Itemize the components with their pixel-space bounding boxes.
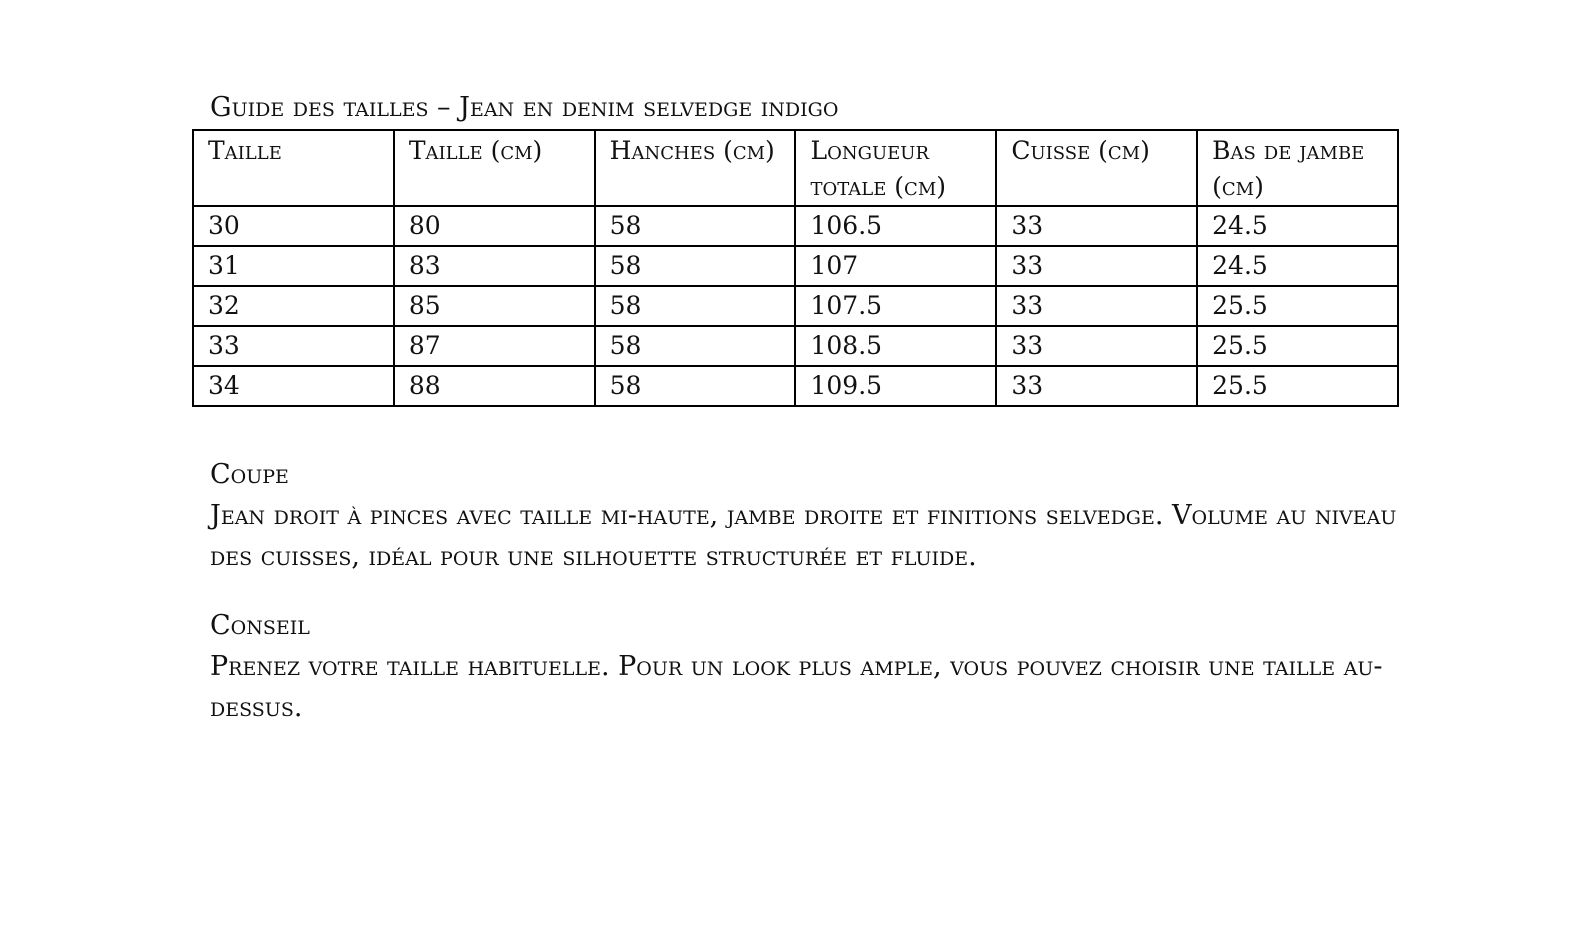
table-cell: 85 — [394, 286, 595, 326]
table-cell: 24.5 — [1197, 206, 1398, 246]
coupe-heading: Coupe — [210, 459, 289, 490]
coupe-section — [210, 455, 1430, 577]
table-row — [193, 246, 1398, 286]
size-table — [192, 129, 1399, 407]
table-cell: 58 — [595, 286, 796, 326]
table-cell: 80 — [394, 206, 595, 246]
table-cell: 87 — [394, 326, 595, 366]
header-taille: Taille — [193, 130, 394, 206]
table-row — [193, 286, 1398, 326]
table-cell: 25.5 — [1197, 366, 1398, 406]
table-cell: 108.5 — [795, 326, 996, 366]
header-hanches: Hanches (cm) — [595, 130, 796, 206]
table-cell: 32 — [193, 286, 394, 326]
header-bas-de-jambe: Bas de jambe (cm) — [1197, 130, 1398, 206]
conseil-heading: Conseil — [210, 610, 310, 641]
table-cell: 88 — [394, 366, 595, 406]
table-cell: 109.5 — [795, 366, 996, 406]
table-cell: 34 — [193, 366, 394, 406]
table-caption: Guide des tailles – Jean en denim selvedge indigo — [210, 92, 839, 123]
table-cell: 33 — [996, 246, 1197, 286]
table-cell: 83 — [394, 246, 595, 286]
table-cell: 30 — [193, 206, 394, 246]
header-taille-cm: Taille (cm) — [394, 130, 595, 206]
header-longueur-totale: Longueur totale (cm) — [795, 130, 996, 206]
table-cell: 33 — [996, 366, 1197, 406]
header-cuisse: Cuisse (cm) — [996, 130, 1197, 206]
table-cell: 33 — [996, 326, 1197, 366]
table-cell: 107.5 — [795, 286, 996, 326]
table-cell: 24.5 — [1197, 246, 1398, 286]
table-cell: 106.5 — [795, 206, 996, 246]
table-header-row — [193, 130, 1398, 206]
table-cell: 25.5 — [1197, 326, 1398, 366]
table-row — [193, 366, 1398, 406]
table-cell: 33 — [996, 206, 1197, 246]
table-cell: 25.5 — [1197, 286, 1398, 326]
table-cell: 58 — [595, 246, 796, 286]
table-cell: 58 — [595, 326, 796, 366]
table-row — [193, 206, 1398, 246]
table-cell: 33 — [193, 326, 394, 366]
table-cell: 58 — [595, 206, 796, 246]
table-cell: 31 — [193, 246, 394, 286]
table-cell: 58 — [595, 366, 796, 406]
table-cell: 107 — [795, 246, 996, 286]
coupe-text: Jean droit à pinces avec taille mi-haute, jambe droite et finitions selvedge. Volume au niveau des cuisses, idéal pour une silhouette structurée et fluide. — [210, 500, 1397, 572]
conseil-text: Prenez votre taille habituelle. Pour un look plus ample, vous pouvez choisir une taille au-dessus. — [210, 651, 1383, 723]
table-row — [193, 326, 1398, 366]
table-cell: 33 — [996, 286, 1197, 326]
conseil-section — [210, 606, 1430, 728]
